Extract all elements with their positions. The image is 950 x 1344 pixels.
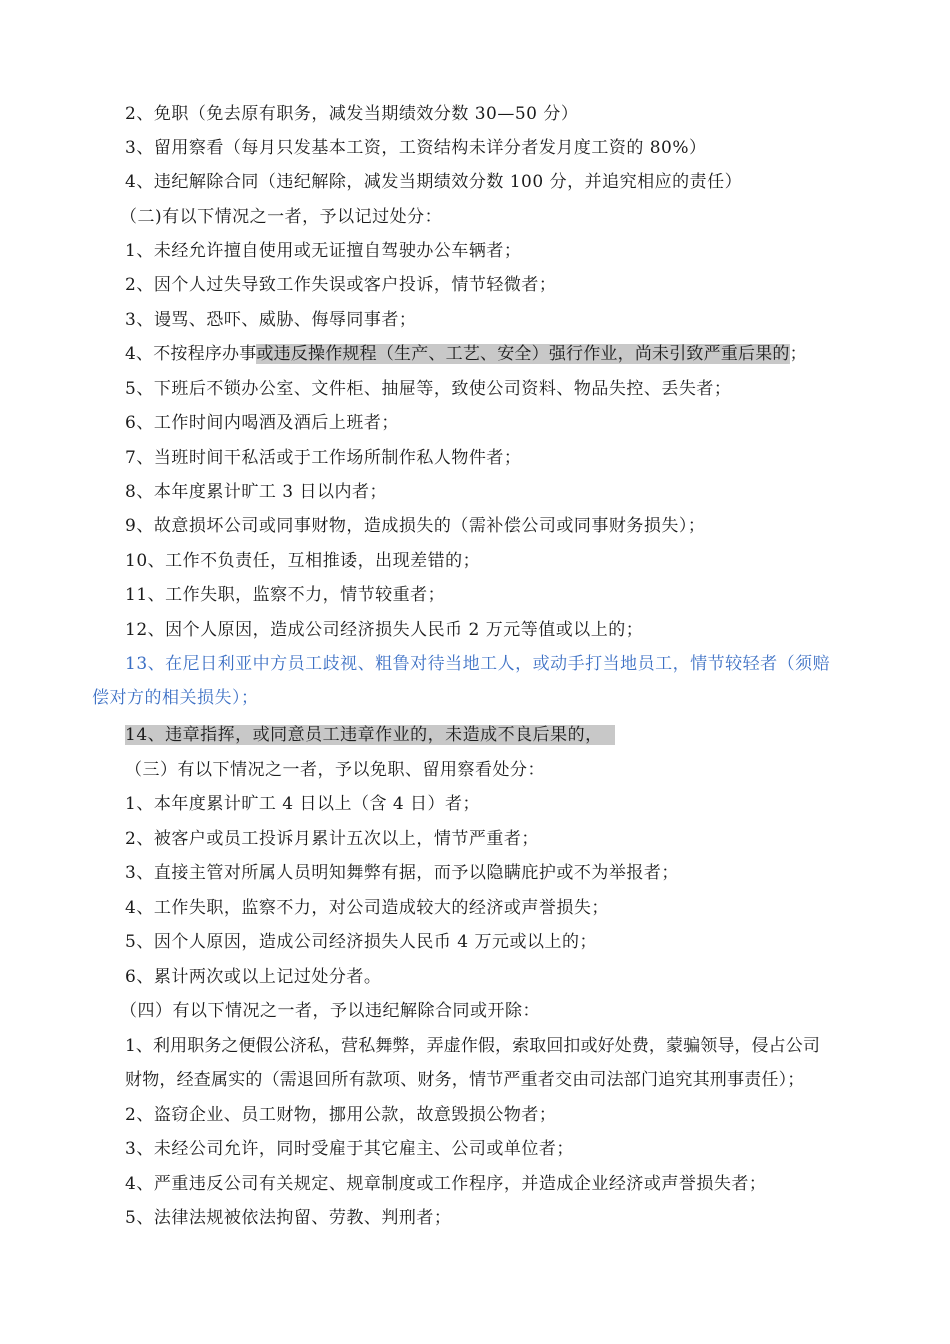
highlighted-text: 14、违章指挥，或同意员工违章作业的，未造成不良后果的， [125, 725, 615, 745]
list-item-continued: 财物，经查属实的（需退回所有款项、财务，情节严重者交由司法部门追究其刑事责任）； [125, 1070, 805, 1090]
penalty-item-4: 4、违纪解除合同（违纪解除，减发当期绩效分数 100 分，并追究相应的责任） [125, 172, 743, 192]
list-item: 11、工作失职，监察不力，情节较重者； [125, 585, 446, 605]
list-item-highlighted [125, 723, 615, 747]
highlighted-text: 或违反操作规程（生产、工艺、安全）强行作业，尚未引致严重后果的 [256, 344, 790, 364]
list-item: 5、因个人原因，造成公司经济损失人民币 4 万元或以上的； [125, 932, 597, 952]
list-item-prefix: 4、不按程序办事 [125, 344, 257, 364]
list-item: 7、当班时间干私活或于工作场所制作私人物件者； [125, 448, 522, 468]
list-item: 5、法律法规被依法拘留、劳教、判刑者； [125, 1208, 452, 1228]
section-heading-4: （四）有以下情况之一者，予以违纪解除合同或开除： [120, 1001, 540, 1021]
list-item-blue-text: 在尼日利亚中方员工歧视、粗鲁对待当地工人，或动手打当地员工，情节较轻者（须赔 [165, 654, 831, 674]
list-item: 4、工作失职，监察不力，对公司造成较大的经济或声誉损失； [125, 898, 609, 918]
list-item: 3、直接主管对所属人员明知舞弊有据，而予以隐瞒庇护或不为举报者； [125, 863, 679, 883]
list-item: 12、因个人原因，造成公司经济损失人民币 2 万元等值或以上的； [125, 620, 644, 640]
list-item: 3、谩骂、恐吓、威胁、侮辱同事者； [125, 310, 417, 330]
list-item: 1、利用职务之便假公济私，营私舞弊，弄虚作假，索取回扣或好处费，蒙骗领导，侵占公司 [125, 1036, 820, 1056]
list-item: 2、因个人过失导致工作失误或客户投诉，情节轻微者； [125, 275, 557, 295]
section-heading-2: （二)有以下情况之一者，予以记过处分： [120, 207, 443, 227]
list-item: 9、故意损坏公司或同事财物，造成损失的（需补偿公司或同事财务损失）； [125, 516, 706, 536]
list-item-highlighted [125, 342, 807, 366]
list-item-number: 13、 [125, 654, 166, 674]
list-item: 2、盗窃企业、员工财物，挪用公款，故意毁损公物者； [125, 1105, 557, 1125]
list-item: 6、工作时间内喝酒及酒后上班者； [125, 413, 399, 433]
list-item: 8、本年度累计旷工 3 日以内者； [125, 482, 387, 502]
list-item: 4、严重违反公司有关规定、规章制度或工作程序，并造成企业经济或声誉损失者； [125, 1174, 767, 1194]
list-item-blue [125, 652, 830, 676]
penalty-item-3: 3、留用察看（每月只发基本工资，工资结构未详分者发月度工资的 80%） [125, 138, 707, 158]
list-item-blue-continued: 偿对方的相关损失）； [92, 688, 259, 708]
list-item: 10、工作不负责任，互相推诿，出现差错的； [125, 551, 481, 571]
list-item: 6、累计两次或以上记过处分者。 [125, 967, 382, 987]
list-item: 2、被客户或员工投诉月累计五次以上，情节严重者； [125, 829, 539, 849]
penalty-item-2: 2、免职（免去原有职务，减发当期绩效分数 30—50 分） [125, 104, 579, 124]
section-heading-3: （三）有以下情况之一者，予以免职、留用察看处分： [125, 760, 545, 780]
list-item: 1、本年度累计旷工 4 日以上（含 4 日）者； [125, 794, 481, 814]
list-item-suffix: ； [789, 344, 807, 364]
list-item: 1、未经允许擅自使用或无证擅自驾驶办公车辆者； [125, 241, 522, 261]
list-item: 5、下班后不锁办公室、文件柜、抽屉等，致使公司资料、物品失控、丢失者； [125, 379, 732, 399]
list-item: 3、未经公司允许，同时受雇于其它雇主、公司或单位者； [125, 1139, 574, 1159]
